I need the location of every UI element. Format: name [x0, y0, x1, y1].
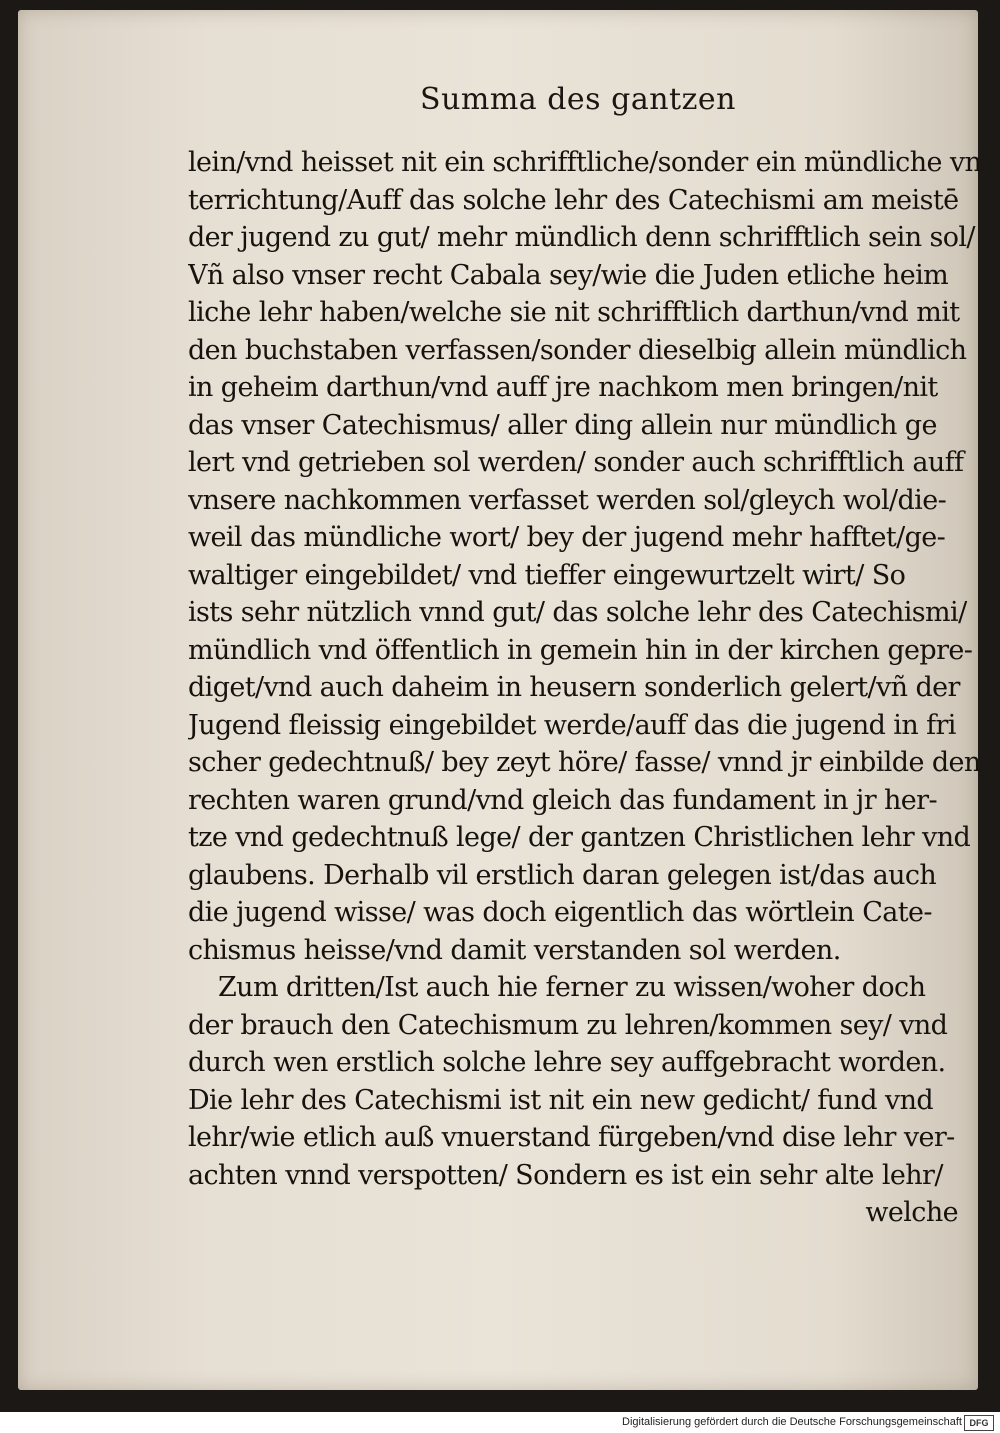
text-line: der brauch den Catechismum zu lehren/kommen sey/ vnd — [188, 1009, 948, 1041]
text-line: Die lehr des Catechismi ist nit ein new gedicht/ fund vnd — [188, 1084, 934, 1116]
text-line: lein/vnd heisset nit ein schrifftliche/sonder ein mündliche vn — [188, 147, 982, 178]
text-line: die jugend wisse/ was doch eigentlich das wörtlein Cate- — [188, 897, 932, 928]
text-line: waltiger eingebildet/ vnd tieffer eingewurtzelt wirt/ So — [188, 559, 906, 591]
text-line: weil das mündliche wort/ bey der jugend mehr hafftet/ge- — [188, 522, 946, 553]
text-line: in geheim darthun/vnd auff jre nachkom men bringen/nit — [188, 372, 938, 403]
text-line: terrichtung/Auff das solche lehr des Catechismi am meistē — [188, 184, 959, 216]
text-line: liche lehr haben/welche sie nit schrifftlich darthun/vnd mit — [188, 297, 960, 328]
text-line: das vnser Catechismus/ aller ding allein nur mündlich ge — [188, 409, 937, 441]
text-line: chismus heisse/vnd damit verstanden sol werden. — [188, 934, 841, 966]
text-line: glaubens. Derhalb vil erstlich daran gelegen ist/das auch — [188, 859, 937, 891]
text-line: scher gedechtnuß/ bey zeyt höre/ fasse/ vnnd jr einbilde den — [188, 747, 981, 778]
text-line: lehr/wie etlich auß vnuerstand fürgeben/vnd dise lehr ver- — [188, 1122, 955, 1153]
text-line: achten vnnd verspotten/ Sondern es ist ein sehr alte lehr/ — [188, 1159, 943, 1191]
catchword: welche — [865, 1197, 958, 1228]
dfg-logo: DFG — [964, 1415, 994, 1431]
digitization-credit: Digitalisierung gefördert durch die Deutsche Forschungsgemeinschaft — [0, 1412, 1000, 1433]
text-line: lert vnd getrieben sol werden/ sonder auch schrifftlich auff — [188, 447, 964, 478]
book-page — [18, 10, 982, 1390]
text-line: durch wen erstlich solche lehre sey auffgebracht worden. — [188, 1047, 946, 1078]
text-line: ists sehr nützlich vnnd gut/ das solche lehr des Catechismi/ — [188, 597, 967, 628]
text-line: mündlich vnd öffentlich in gemein hin in der kirchen gepre- — [188, 634, 973, 666]
text-line: der jugend zu gut/ mehr mündlich denn schrifftlich sein sol/ — [188, 222, 975, 253]
text-line: den buchstaben verfassen/sonder dieselbig allein mündlich — [188, 334, 967, 366]
text-line: rechten waren grund/vnd gleich das fundament in jr her- — [188, 784, 937, 816]
text-block — [188, 144, 988, 1232]
text-line: tze vnd gedechtnuß lege/ der gantzen Christlichen lehr vnd — [188, 822, 971, 853]
text-line: Jugend fleissig eingebildet werde/auff das die jugend in fri — [188, 709, 956, 741]
text-line: vnsere nachkommen verfasset werden sol/gleych wol/die- — [188, 484, 947, 516]
text-line: Vñ also vnser recht Cabala sey/wie die Juden etliche heim — [188, 259, 949, 291]
text-line: diget/vnd auch daheim in heusern sonderlich gelert/vñ der — [188, 672, 960, 703]
running-head: Summa des gantzen — [420, 82, 736, 117]
text-line: Zum dritten/Ist auch hie ferner zu wissen/woher doch — [218, 972, 926, 1003]
